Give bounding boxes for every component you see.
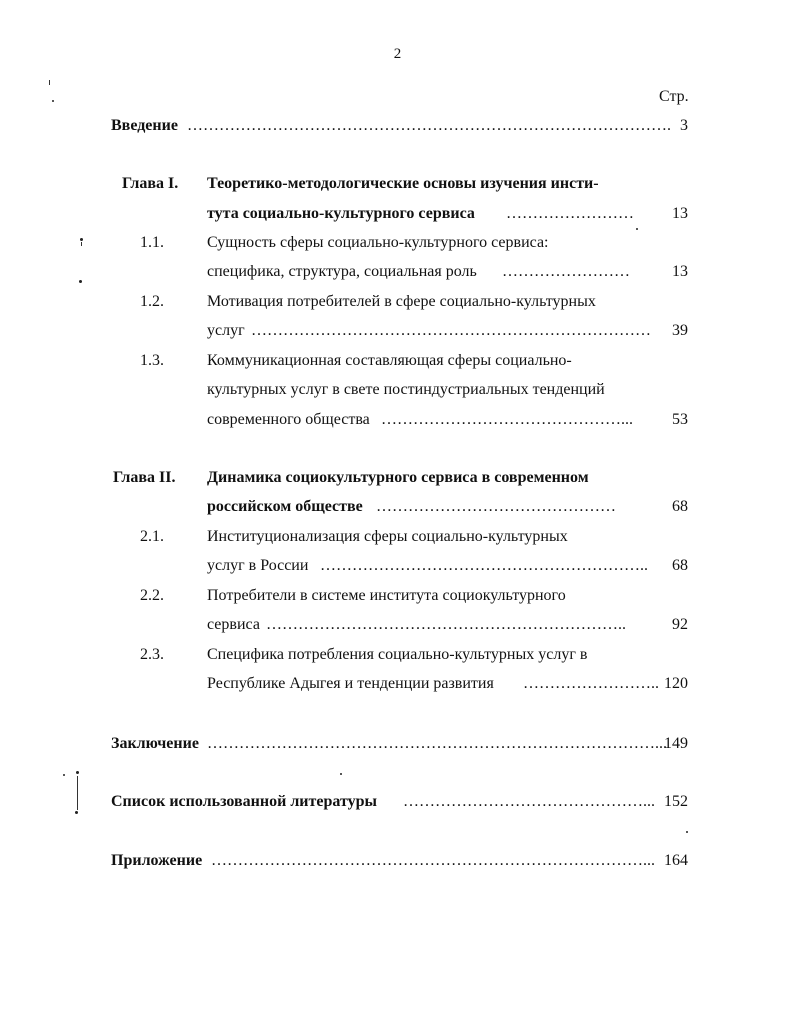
dot-leader: ………………………………………... (381, 411, 633, 428)
dot-leader: …………………………………………………………………………... (207, 735, 667, 752)
section-title-line2: сервиса (207, 616, 260, 633)
section-title-line1: Сущность сферы социально-культурного сервиса: (207, 234, 549, 251)
scan-speck (81, 242, 82, 246)
dot-leader: …………………………………………………….. (320, 557, 648, 574)
chapter-title-line2: российском обществе (207, 498, 363, 515)
toc-page-number: 13 (672, 205, 688, 222)
section-title-line1: Коммуникационная составляющая сферы социально- (207, 352, 572, 369)
scan-speck (63, 774, 65, 776)
dot-leader: ………………………………………………………………………………. (187, 117, 671, 134)
dot-leader: ………………………………………………………………………... (211, 852, 655, 869)
section-title-line2: услуг (207, 322, 245, 339)
scan-speck (80, 238, 83, 241)
chapter-label: Глава I. (122, 175, 179, 192)
dot-leader: …………………… (502, 263, 630, 280)
dot-leader: ………………………………………………………….. (266, 616, 626, 633)
toc-page-number: 53 (672, 411, 688, 428)
dot-leader: ………………………………………... (403, 793, 655, 810)
toc-page-number: 13 (672, 263, 688, 280)
section-number: 1.3. (140, 352, 164, 369)
chapter-title-line1: Динамика социокультурного сервиса в современном (207, 469, 589, 486)
dot-leader: ………………………………………………………………… (251, 322, 651, 339)
toc-title: Заключение (111, 735, 199, 752)
section-title-line2: услуг в России (207, 557, 309, 574)
chapter-title-line1: Теоретико-методологические основы изучения инсти- (207, 175, 599, 192)
section-title-line1: Специфика потребления социально-культурных услуг в (207, 646, 588, 663)
dot-leader: …………………….. (523, 675, 659, 692)
toc-page-number: 68 (672, 557, 688, 574)
section-title-line3: современного общества (207, 411, 370, 428)
toc-page-number: 3 (680, 117, 688, 134)
scan-speck (52, 100, 54, 102)
scan-speck (636, 228, 638, 230)
section-title-line2: Республике Адыгея и тенденции развития (207, 675, 494, 692)
toc-page-number: 149 (664, 735, 688, 752)
section-title-line1: Институционализация сферы социально-культурных (207, 528, 568, 545)
dot-leader: …………………… (506, 205, 634, 222)
section-title-line2: специфика, структура, социальная роль (207, 263, 477, 280)
scan-speck (76, 771, 79, 774)
section-number: 2.3. (140, 646, 164, 663)
toc-title: Приложение (111, 852, 203, 869)
section-number: 2.1. (140, 528, 164, 545)
chapter-label: Глава II. (113, 469, 176, 486)
toc-page-number: 164 (664, 852, 688, 869)
toc-page-number: 152 (664, 793, 688, 810)
toc-page-number: 68 (672, 498, 688, 515)
section-title-line1: Потребители в системе института социокультурного (207, 587, 566, 604)
scan-speck (686, 831, 688, 833)
section-title-line1: Мотивация потребителей в сфере социально-культурных (207, 293, 596, 310)
section-number: 1.2. (140, 293, 164, 310)
scan-speck (340, 773, 342, 775)
chapter-title-line2: тута социально-культурного сервиса (207, 205, 475, 222)
dot-leader: ……………………………………… (376, 498, 616, 515)
toc-page-number: 39 (672, 322, 688, 339)
page-column-header: Стр. (659, 88, 689, 105)
toc-page-number: 120 (664, 675, 688, 692)
scan-speck (75, 811, 78, 814)
toc-title: Введение (111, 117, 178, 134)
section-title-line2: культурных услуг в свете постиндустриальных тенденций (207, 381, 605, 398)
scan-speck (77, 776, 78, 810)
scan-speck (49, 80, 50, 85)
section-number: 2.2. (140, 587, 164, 604)
section-number: 1.1. (140, 234, 164, 251)
toc-title: Список использованной литературы (111, 793, 377, 810)
toc-page-number: 92 (672, 616, 688, 633)
scan-speck (79, 280, 82, 283)
page-number: 2 (393, 46, 402, 62)
